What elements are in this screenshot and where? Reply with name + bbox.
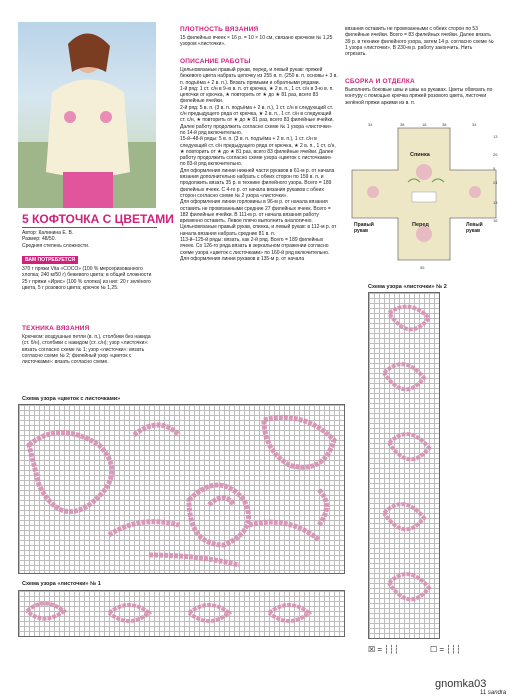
- label-right-sleeve: Правый рукав: [354, 222, 374, 234]
- legend-item-2: ☐ = ┆┆┆: [430, 645, 461, 654]
- article-meta: [22, 230, 157, 249]
- density-heading: ПЛОТНОСТЬ ВЯЗАНИЯ: [180, 26, 259, 33]
- watermark: gnomka03: [435, 678, 487, 690]
- leaves2-chart: [368, 292, 440, 639]
- assembly-text: Выполнить боковые швы и швы на рукавах. Цветы обвязать по контуру с помощью крючка пряжей розового цвета, листочки зелёной пряжи аркими из в. п.: [345, 87, 493, 106]
- technique-heading: ТЕХНИКА ВЯЗАНИЯ: [22, 325, 90, 332]
- materials-text: 370 г пряжи Vita «COCO» (100 % мерсеризованного хлопка; 240 м/50 г) бежевого цвета; в общей сложности 25 г пряжи «Ирис» (100 % хлопка) из них: 20 г зелёного цвета, 5 г розового цвета; крючок № 1,25.: [22, 266, 152, 291]
- title-rule: [22, 227, 157, 228]
- author: Автор: Калинина Е. В.: [22, 230, 74, 236]
- brand-name: sandra: [487, 690, 507, 696]
- garment-diagram: [348, 122, 500, 274]
- technique-text: Крючком: воздушные петли (в. п.), столбики без накида (ст. б/н), столбики с накидом (ст. с/н); узор «листочки»: вязать согласно схеме № 1; узор «листочки»: вязать согласно схеме № 2; филейный узор «цветок с листочками»: вязать согласно схеме.: [22, 334, 151, 366]
- article-heading: КОФТОЧКА С ЦВЕТАМИ: [32, 212, 174, 226]
- difficulty: Средняя степень сложности.: [22, 242, 90, 249]
- size: Размер: 48/50.: [22, 236, 56, 243]
- dim-9: 13: [493, 200, 498, 205]
- garment-shape: [348, 122, 500, 274]
- desc-p7: Цельновязаные правый рукав, спинка, и левый рукав: в 112-м р. от начала вязания набрать средние 81 в. п.: [180, 224, 337, 237]
- leaves1-motif: [19, 591, 344, 636]
- leaves2-motif: [369, 293, 439, 638]
- label-left-sleeve: Левый рукав: [466, 222, 483, 234]
- flower-chart: [18, 404, 345, 574]
- scheme-leaves1-label: Схема узора «листочки» № 1: [22, 581, 101, 587]
- dim-0: 34: [368, 122, 373, 127]
- label-front: Перед: [412, 222, 429, 228]
- desc-p6: Для оформления линии горловины в 96-м р. от начала вязания оставить не провязанными средние 27 филейных ячеек. Всего = 182 филейные ячейки. В 111-м р. от начала вязания работу временно оставить. Левое плечо выполнить аналогично.: [180, 199, 331, 225]
- dim-1: 38: [400, 122, 405, 127]
- legend-item-1: ☒ = ┆┆┆: [368, 645, 399, 654]
- description-heading: ОПИСАНИЕ РАБОТЫ: [180, 58, 251, 65]
- model-illustration: [18, 22, 156, 208]
- scheme-flower-label: Схема узора «цветок с листочками»: [22, 396, 121, 402]
- desc-p1: Цельновязаные правый рукав, перед, и левый рукав: пряжей бежевого цвета набрать цепочку из 255 в. п. (250 в. п. основы + 3 в. п. подъёма + 2 в. п.). Вязать прямыми и обратными рядами.: [180, 67, 338, 86]
- dim-10: 16: [493, 218, 498, 223]
- assembly-heading: СБОРКА И ОТДЕЛКА: [345, 78, 415, 85]
- leaves1-chart: [18, 590, 345, 637]
- materials-heading: ВАМ ПОТРЕБУЕТСЯ: [22, 256, 78, 264]
- article-title: [22, 212, 174, 226]
- flower-motif: [19, 405, 344, 573]
- dim-6: 26: [493, 152, 498, 157]
- desc-p3: 2-й ряд: 5 в. п. (3 в. п. подъёма + 2 в. п.), 1 ст. с/н в следующий ст. с/н предыдущего ряда от крючка, ★ 2 в. п., 1 ст. с/н в следующий ст. с/н, ★ повторить от ★ до ★ 81 раз, всего 83 филейные ячейки. Далее работу продолжить согласно схеме № 1 узора «листочки» по 14-й ряд включительно.: [180, 104, 334, 136]
- dim-4: 34: [472, 122, 477, 127]
- page-footer: [480, 690, 506, 696]
- model-photo: [18, 22, 156, 208]
- description-body: [180, 67, 338, 262]
- label-back: Спинка: [410, 152, 430, 158]
- dim-3: 38: [442, 122, 447, 127]
- desc-p5: Для оформления линии нижней части рукавов в 61-м р. от начала вязания дополнительно набрать с обеих сторон по 159 в. п. и продолжить вязать 35 р. в технике филейного узора. Всего = 189 филейных ячеек. С 4-го р. от начала вязания рукавов с обеих сторон согласно схеме № 2 узора «листочки».: [180, 167, 335, 199]
- continuation-text: вязания оставить не провязанными с обеих сторон по 53 филейные ячейки. Всего = 83 филейных ячейки. Далее вязать 39 р. в технике филейного узора, затем 14 р. согласно схеме № 1 узора «листочки». В 230-м р. работу закончить. Нить отрезать.: [345, 26, 494, 58]
- article-number: 5: [22, 212, 29, 226]
- desc-p2: 1-й ряд: 1 ст. с/н в 9-ю в. п. от крючка, ★ 2 в. п., 1 ст. с/н в 3-ю в. п. цепочки от крючка, ★ повторить от ★ до ★ 81 раз, всего 83 филейные ячейки.: [180, 85, 334, 105]
- dim-8: 24: [493, 180, 498, 185]
- dim-7: 5: [493, 166, 496, 171]
- desc-p9: Для оформления линии рукавов в 135-м р. от начала: [180, 255, 305, 262]
- scheme-leaves2-label: Схема узора «листочки» № 2: [368, 284, 447, 290]
- dim-2: 18: [422, 122, 427, 127]
- page-number: 11: [480, 690, 487, 696]
- dim-11: 55: [420, 265, 425, 270]
- desc-p8: 113-й–125-й ряды: вязать, как 2-й ряд. Всего = 189 филейных ячеек. Со 126-го ряда вязать в зеркальном отражении согласно схеме узора «цветок с листочками» по 160-й ряд включительно.: [180, 237, 330, 256]
- desc-p4: 15-й–48-й ряды: 5 в. п. (3 в. п. подъёма + 2 в. п.), 1 ст. с/н в следующий ст. с/н предыдущего ряда от крючка, ★ 2 в. п., 1 ст. с/н, ★ повторить от ★ до ★ 81 раз, всего 83 филейные ячейки. Далее работу продолжить согласно схеме узора «цветок с листочками» по 83-й ряд включительно.: [180, 136, 336, 168]
- dim-5: 13: [493, 134, 498, 139]
- density-text: 15 филейных ячеек × 16 р. = 10 × 10 см, связано крючком № 1,25 узором «листочки».: [180, 35, 333, 48]
